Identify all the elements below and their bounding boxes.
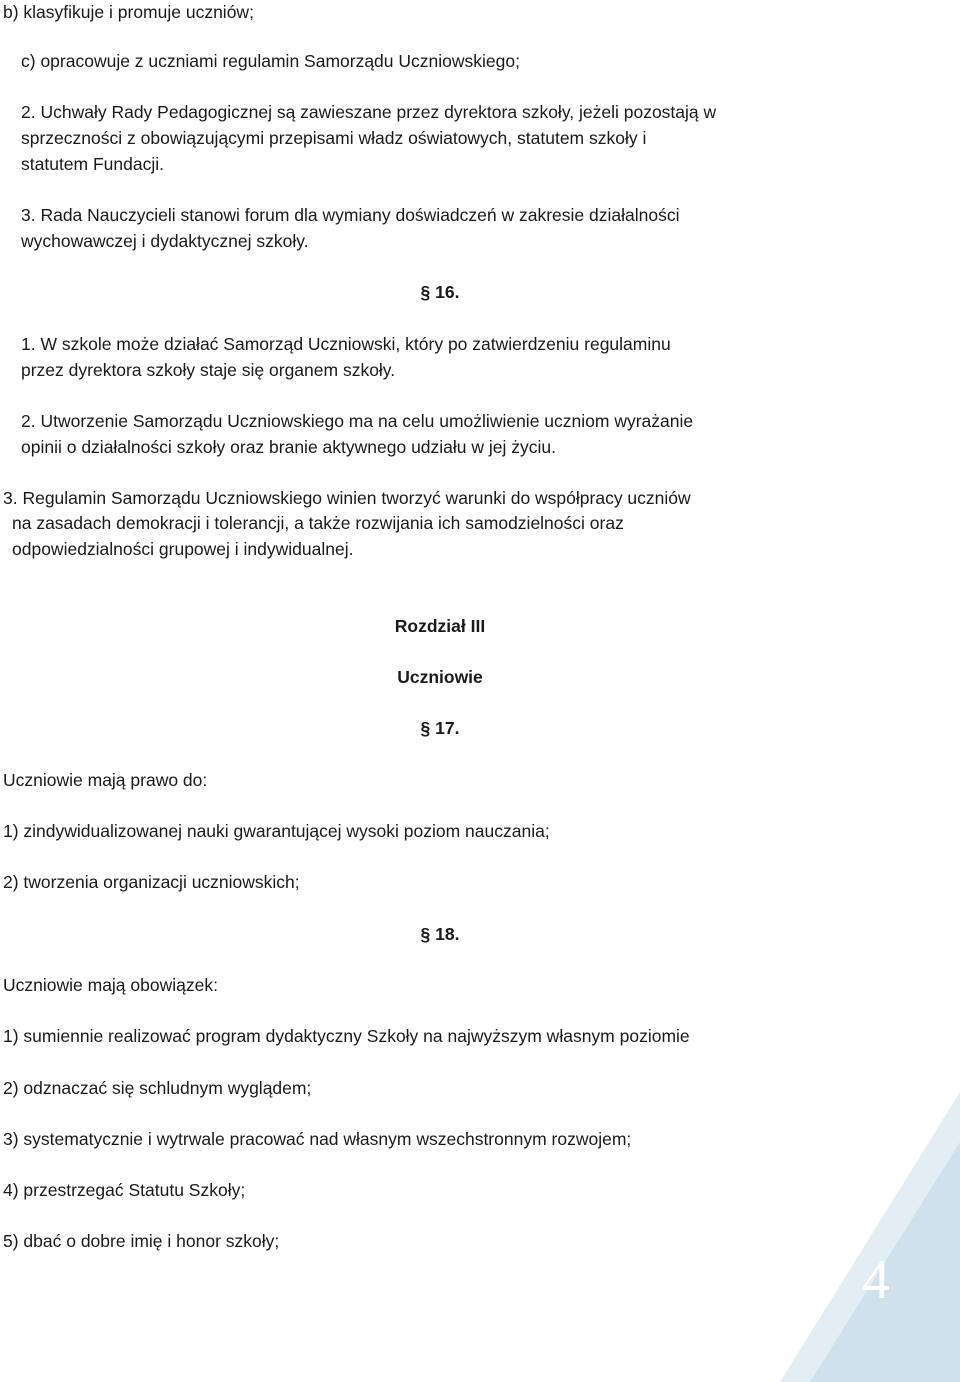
corner-shape bbox=[740, 1092, 960, 1382]
paragraph-line: Uczniowie mają prawo do: bbox=[3, 770, 208, 790]
list-item: 2) odznaczać się schludnym wyglądem; bbox=[3, 1078, 312, 1098]
corner-decoration bbox=[740, 1092, 960, 1382]
paragraph-line: przez dyrektora szkoły staje się organem szkoły. bbox=[21, 360, 396, 380]
paragraph-line: sprzeczności z obowiązującymi przepisami władz oświatowych, statutem szkoły i bbox=[21, 128, 647, 148]
paragraph-line: Uczniowie mają obowiązek: bbox=[3, 975, 218, 995]
list-item: 2) tworzenia organizacji uczniowskich; bbox=[3, 872, 300, 892]
chapter-title: Uczniowie bbox=[397, 667, 483, 687]
list-item: 1) zindywidualizowanej nauki gwarantującej wysoki poziom nauczania; bbox=[3, 821, 550, 841]
paragraph-line: 3. Regulamin Samorządu Uczniowskiego winien tworzyć warunki do współpracy uczniów bbox=[3, 488, 691, 508]
paragraph-line: statutem Fundacji. bbox=[21, 154, 164, 174]
list-item: 4) przestrzegać Statutu Szkoły; bbox=[3, 1180, 246, 1200]
list-item-c: c) opracowuje z uczniami regulamin Samorządu Uczniowskiego; bbox=[21, 51, 520, 71]
section-heading-18: § 18. bbox=[420, 924, 460, 944]
list-item: 1) sumiennie realizować program dydaktyczny Szkoły na najwyższym własnym poziomie bbox=[3, 1026, 690, 1046]
chapter-heading: Rozdział III bbox=[394, 616, 486, 636]
list-item: 3) systematycznie i wytrwale pracować nad własnym wszechstronnym rozwojem; bbox=[3, 1129, 632, 1149]
list-item: 5) dbać o dobre imię i honor szkoły; bbox=[3, 1231, 280, 1251]
paragraph-line: 1. W szkole może działać Samorząd Uczniowski, który po zatwierdzeniu regulaminu bbox=[21, 334, 671, 354]
section-heading-17: § 17. bbox=[420, 718, 460, 738]
paragraph-line: 3. Rada Nauczycieli stanowi forum dla wymiany doświadczeń w zakresie działalności bbox=[21, 205, 680, 225]
paragraph-line: 2. Uchwały Rady Pedagogicznej są zawieszane przez dyrektora szkoły, jeżeli pozostają w bbox=[21, 102, 717, 122]
paragraph-line: odpowiedzialności grupowej i indywidualnej. bbox=[12, 539, 354, 559]
paragraph-line: opinii o działalności szkoły oraz branie aktywnego udziału w jej życiu. bbox=[21, 437, 556, 457]
paragraph-line: na zasadach demokracji i tolerancji, a także rozwijania ich samodzielności oraz bbox=[12, 513, 624, 533]
list-item-b: b) klasyfikuje i promuje uczniów; bbox=[3, 2, 254, 22]
section-heading-16: § 16. bbox=[420, 282, 460, 302]
paragraph-line: 2. Utworzenie Samorządu Uczniowskiego ma na celu umożliwienie uczniom wyrażanie bbox=[21, 411, 694, 431]
paragraph-line: wychowawczej i dydaktycznej szkoły. bbox=[21, 231, 309, 251]
page-number: 4 bbox=[862, 1249, 890, 1311]
